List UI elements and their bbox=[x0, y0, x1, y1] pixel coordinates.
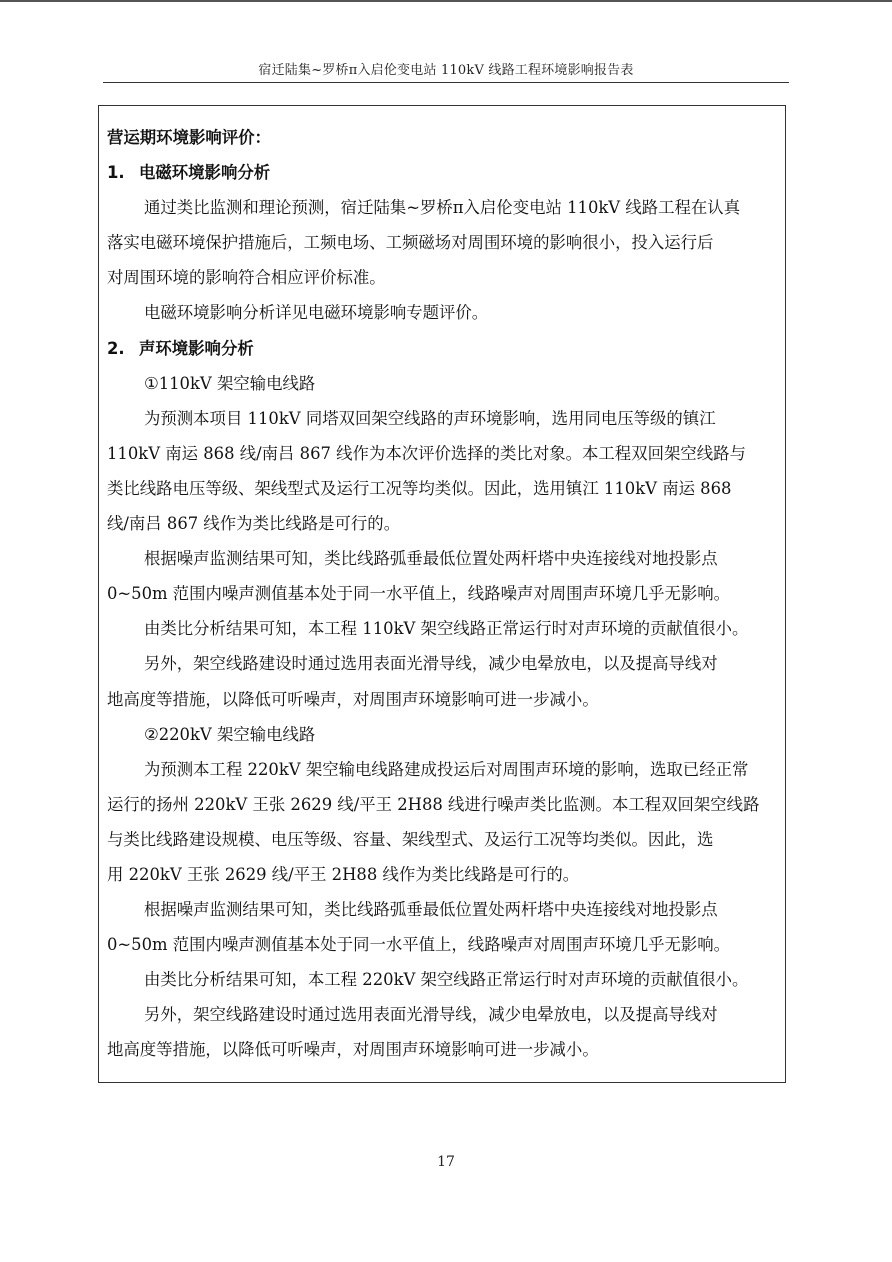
header-rule bbox=[103, 82, 789, 83]
paragraph-line: 地高度等措施，以降低可听噪声，对周围声环境影响可进一步减小。 bbox=[107, 1040, 599, 1060]
subsection-2-heading bbox=[107, 331, 777, 366]
subsection-2-number: 2. bbox=[107, 338, 125, 358]
paragraph-line: 类比线路电压等级、架线型式及运行工况等均类似。因此，选用镇江 110kV 南运 868 bbox=[107, 478, 732, 498]
paragraph-line: 通过类比监测和理论预测，宿迁陆集~罗桥π入启伦变电站 110kV 线路工程在认真 bbox=[144, 198, 741, 218]
paragraph-line: 为预测本工程 220kV 架空输电线路建成投运后对周围声环境的影响，选取已经正常 bbox=[144, 759, 749, 779]
subsection-2-title: 声环境影响分析 bbox=[139, 338, 254, 358]
paragraph-line: 与类比线路建设规模、电压等级、容量、架线型式、及运行工况等均类似。因此，选 bbox=[107, 829, 714, 849]
paragraph-line: 另外，架空线路建设时通过选用表面光滑导线，减少电晕放电，以及提高导线对 bbox=[144, 1005, 718, 1025]
paragraph-line: 另外，架空线路建设时通过选用表面光滑导线，减少电晕放电，以及提高导线对 bbox=[144, 654, 718, 674]
paragraph-line: 地高度等措施，以降低可听噪声，对周围声环境影响可进一步减小。 bbox=[107, 689, 599, 709]
subsection-1-title: 电磁环境影响分析 bbox=[139, 163, 271, 183]
item-heading-220kv: ②220kV 架空输电线路 bbox=[144, 724, 316, 744]
paragraph-line: 落实电磁环境保护措施后，工频电场、工频磁场对周围环境的影响很小，投入运行后 bbox=[107, 233, 714, 253]
paragraph-line: 电磁环境影响分析详见电磁环境影响专题评价。 bbox=[144, 303, 489, 323]
page-number: 17 bbox=[437, 1154, 455, 1170]
item-heading-110kv: ①110kV 架空输电线路 bbox=[144, 373, 316, 393]
paragraph-line: 由类比分析结果可知，本工程 110kV 架空线路正常运行时对声环境的贡献值很小。 bbox=[144, 619, 749, 639]
paragraph-line: 对周围环境的影响符合相应评价标准。 bbox=[107, 268, 386, 288]
paragraph-line: 110kV 南运 868 线/南吕 867 线作为本次评价选择的类比对象。本工程双回架空线路与 bbox=[107, 443, 746, 463]
paragraph-line: 运行的扬州 220kV 王张 2629 线/平王 2H88 线进行噪声类比监测。本工程双回架空线路 bbox=[107, 794, 760, 814]
paragraph-line: 由类比分析结果可知，本工程 220kV 架空线路正常运行时对声环境的贡献值很小。 bbox=[144, 970, 749, 990]
paragraph-line: 0~50m 范围内噪声测值基本处于同一水平值上，线路噪声对周围声环境几乎无影响。 bbox=[107, 935, 731, 955]
paragraph-line: 线/南吕 867 线作为类比线路是可行的。 bbox=[107, 514, 401, 534]
paragraph-line: 根据噪声监测结果可知，类比线路弧垂最低位置处两杆塔中央连接线对地投影点 bbox=[144, 900, 718, 920]
content-box bbox=[98, 105, 786, 1083]
paragraph-line: 根据噪声监测结果可知，类比线路弧垂最低位置处两杆塔中央连接线对地投影点 bbox=[144, 549, 718, 569]
section-title: 营运期环境影响评价： bbox=[107, 128, 271, 147]
paragraph-line: 0~50m 范围内噪声测值基本处于同一水平值上，线路噪声对周围声环境几乎无影响。 bbox=[107, 584, 731, 604]
paragraph-line: 为预测本项目 110kV 同塔双回架空线路的声环境影响，选用同电压等级的镇江 bbox=[144, 408, 716, 428]
top-border-rule bbox=[0, 0, 892, 2]
subsection-1-number: 1. bbox=[107, 163, 125, 183]
paragraph-line: 用 220kV 王张 2629 线/平王 2H88 线作为类比线路是可行的。 bbox=[107, 864, 580, 884]
running-header: 宿迁陆集~罗桥π入启伦变电站 110kV 线路工程环境影响报告表 bbox=[258, 63, 634, 78]
subsection-1-heading bbox=[107, 155, 777, 190]
